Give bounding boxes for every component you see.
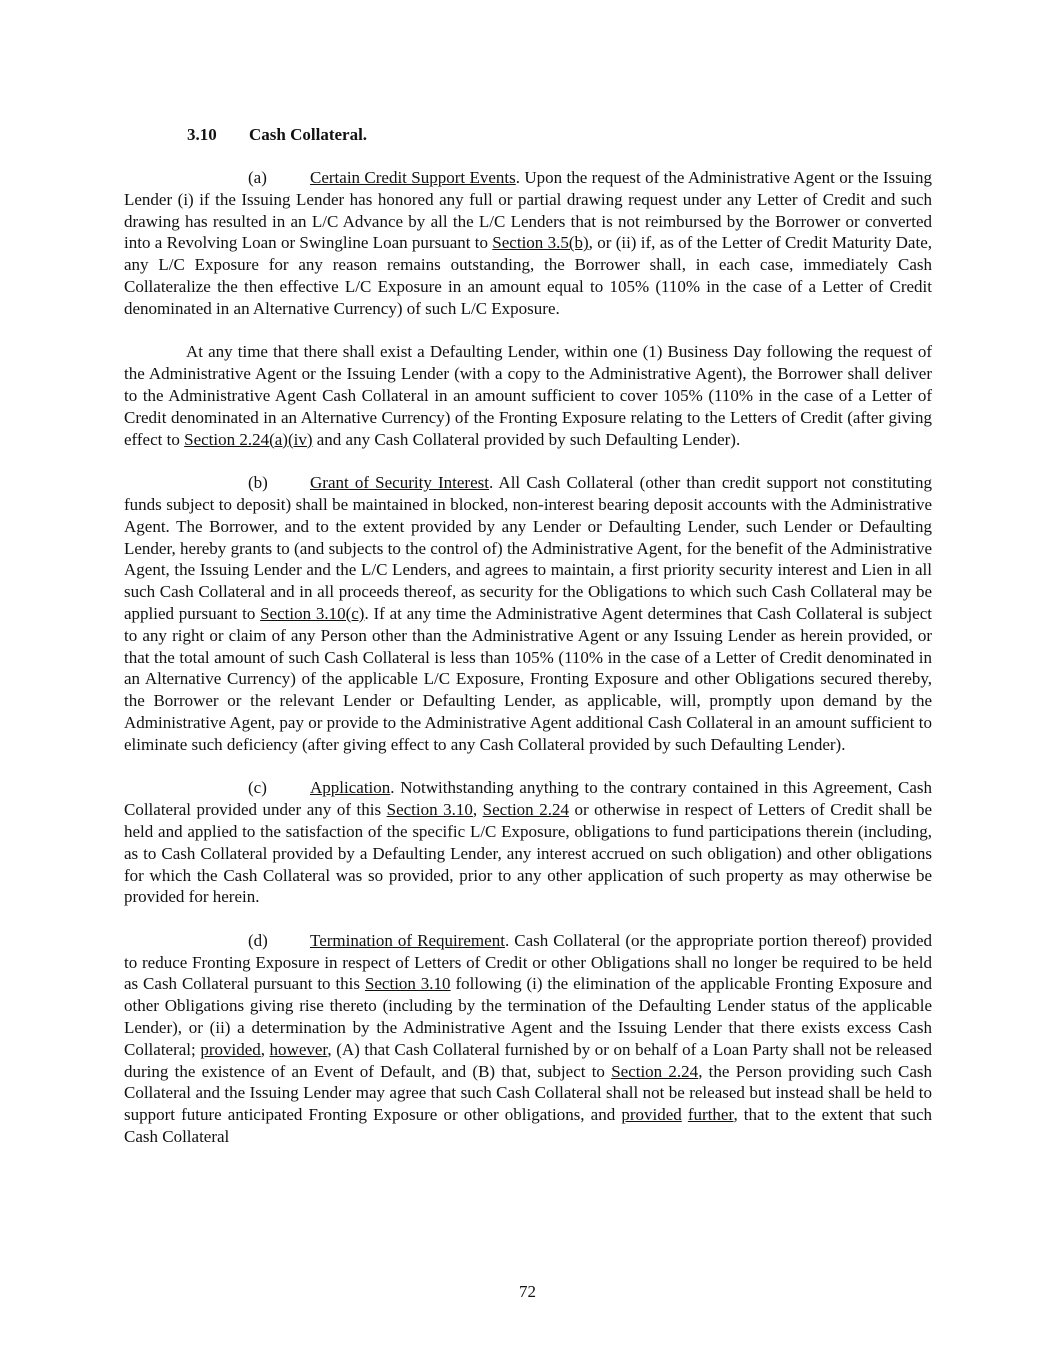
paragraph-d-letter: (d) [248,930,268,950]
proviso-term: provided [200,1039,261,1059]
paragraph-a-heading: Certain Credit Support Events [310,168,516,187]
paragraph-b-text-1: . All Cash Collateral (other than credit support not constituting funds subject to deposit) shall be maintained in blocked, non-interest bearing deposit accounts with the Administrative Agent. The Borrower, and to the extent provided by any Lender or Defaulting Lender, such Lender or Defaulting Lender, hereby grants to (and subjects to the control of) the Administrative Agent, for the benefit of the Administrative Agent, the Issuing Lender and the L/C Lenders, and agrees to maintain, a first priority security interest and Lien in all such Cash Collateral and in all proceeds thereof, as security for the Obligations to which such Cash Collateral may be applied pursuant to [124,473,932,623]
section-reference: Section 3.10 [386,800,473,820]
proviso-term: however [269,1039,328,1059]
paragraph-c-text-2: , [472,800,483,820]
paragraph-d-text-3: , [260,1039,270,1059]
section-reference: Section 2.24 [611,1061,699,1081]
paragraph-a-letter: (a) [248,168,267,187]
page-number: 72 [519,1282,536,1301]
paragraph-d-text-1: . Cash Collateral (or the appropriate portion thereof) provided to reduce Fronting Exposure in respect of Letters of Credit or other Obligations shall no longer be required to be held as Cash Collateral pursuant to this [124,930,933,994]
paragraph-d-heading: Termination of Requirement [310,930,505,950]
paragraph-a-text-1: . Upon the request of the Administrative Agent or the Issuing Lender (i) if the Issuing Lender has honored any full or partial drawing request under any Letter of Credit and such drawing has resulted in an L/C Advance by all the L/C Lenders that is not reimbursed by the Borrower or converted into a Revolving Loan or Swingline Loan pursuant to [124,168,933,253]
paragraph-d-text-7: , that to the extent that such Cash Collateral [124,1105,933,1147]
section-number: 3.10 [187,125,217,144]
paragraph-c-text-3: or otherwise in respect of Letters of Credit shall be held and applied to the satisfaction of the specific L/C Exposure, obligations to fund participations therein (including, as to Cash Collateral provided by a Defaulting Lender, any interest accrued on such obligation) and other obligations for which the Cash Collateral was so provided, prior to any other application of such property as may otherwise be provided for herein. [124,800,933,907]
paragraph-a2-text-2: and any Cash Collateral provided by such Defaulting Lender). [312,429,741,449]
paragraph-a2-text-1: At any time that there shall exist a Defaulting Lender, within one (1) Business Day following the request of the Administrative Agent or the Issuing Lender (with a copy to the Administrative Agent), the Borrower shall deliver to the Administrative Agent Cash Collateral in an amount sufficient to cover 105% (110% in the case of a Letter of Credit denominated in an Alternative Currency) of the Fronting Exposure relating to the Letters of Credit (after giving effect to [124,342,932,449]
paragraph-d-text-5: , the Person providing such Cash Collateral and the Issuing Lender may agree that such Cash Collateral shall not be released but instead shall be held to support future anticipated Fronting Exposure or other obligations, and [124,1061,932,1125]
section-heading [187,124,932,146]
section-reference: Section 3.10(c) [260,603,365,623]
paragraph-c-letter: (c) [248,778,267,798]
paragraph-d-text-4: , (A) that Cash Collateral furnished by or on behalf of a Loan Party shall not be released during the existence of an Event of Default, and (B) that, subject to [124,1039,932,1081]
document-page [124,124,932,1170]
paragraph-b-heading: Grant of Security Interest [310,473,489,493]
paragraph-b-text-2: . If at any time the Administrative Agent determines that Cash Collateral is subject to any right or claim of any Person other than the Administrative Agent or any Issuing Lender as herein provided, or that the total amount of such Cash Collateral is less than 105% (110% in the case of a Letter of Credit denominated in an Alternative Currency) of the applicable L/C Exposure, Fronting Exposure and other Obligations secured thereby, the Borrower or the relevant Lender or Defaulting Lender, as applicable, will, promptly upon demand by the Administrative Agent, pay or provide to the Administrative Agent additional Cash Collateral in an amount sufficient to eliminate such deficiency (after giving effect to any Cash Collateral provided by such Defaulting Lender). [124,603,932,754]
paragraph-b [124,472,932,755]
paragraph-c-text-1: . Notwithstanding anything to the contrary contained in this Agreement, Cash Collateral provided under any of this [124,778,932,820]
paragraph-d [124,930,932,1148]
section-reference: Section 3.10 [364,974,451,994]
proviso-term: further [687,1105,734,1125]
section-title: Cash Collateral. [249,125,368,144]
paragraph-c-heading: Application [310,778,391,798]
section-reference: Section 2.24 [482,800,569,820]
paragraph-b-letter: (b) [248,473,268,493]
paragraph-a-text-2: , or (ii) if, as of the Letter of Credit Maturity Date, any L/C Exposure for any reason remains outstanding, the Borrower shall, in each case, immediately Cash Collateralize the then effective L/C Exposure in an amount equal to 105% (110% in the case of a Letter of Credit denominated in an Alternative Currency) of such L/C Exposure. [124,233,932,318]
paragraph-c [124,777,932,908]
paragraph-d-text-2: following (i) the elimination of the applicable Fronting Exposure and other Obligations giving rise thereto (including by the termination of the Defaulting Lender status of the applicable Lender), or (ii) a determination by the Administrative Agent and the Issuing Lender that there exists excess Cash Collateral; [124,974,932,1059]
paragraph-a [124,167,932,320]
proviso-term: provided [621,1105,682,1125]
section-reference: Section 2.24(a)(iv) [184,429,313,449]
paragraph-a-continued [124,341,932,450]
section-reference: Section 3.5(b) [492,233,589,253]
